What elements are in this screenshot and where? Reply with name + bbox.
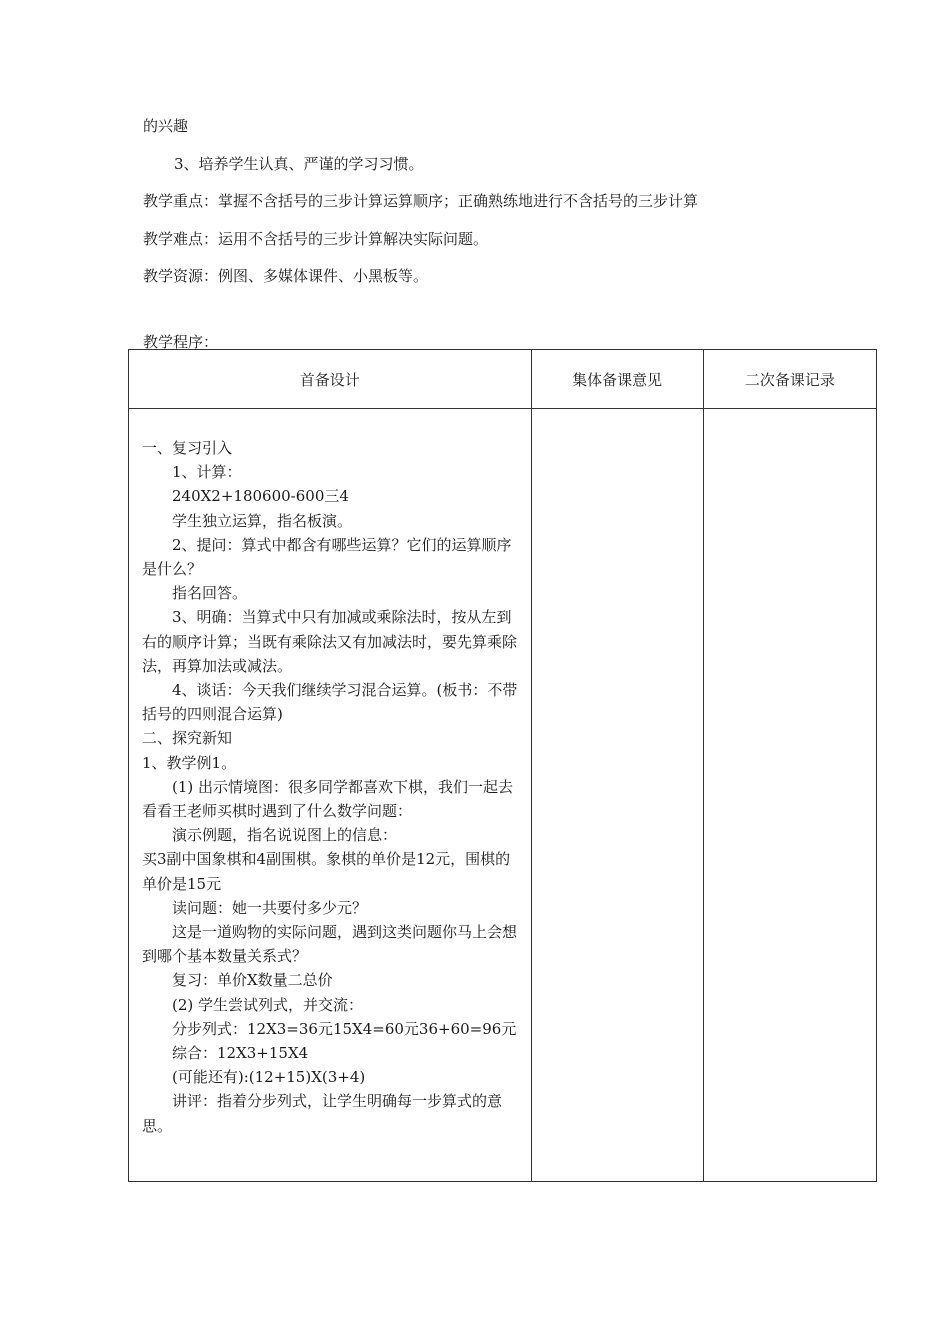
table-body-row	[129, 409, 877, 1182]
first-design-content	[129, 409, 531, 1138]
section-heading: 二、探究新知	[142, 729, 233, 748]
paragraph: 1、计算：	[172, 463, 242, 482]
paragraph: 分步列式：12X3=36元15X4=60元36+60=96元	[172, 1019, 517, 1038]
paragraph: 240X2+180600-600三4	[172, 487, 349, 506]
procedure-label: 教学程序：	[143, 333, 219, 351]
group-opinion-cell	[531, 409, 703, 1182]
paragraph: (1) 出示情境图：很多同学都喜欢下棋，我们一起去看看王老师买棋时遇到了什么数学问题：	[142, 777, 514, 821]
paragraph: (2) 学生尝试列式，并交流：	[172, 995, 364, 1014]
second-record-cell	[703, 409, 876, 1182]
lesson-plan-table	[128, 349, 877, 1182]
header-first-design: 首备设计	[129, 350, 532, 409]
section-heading: 一、复习引入	[142, 439, 233, 457]
key-point-line: 教学重点：掌握不含括号的三步计算运算顺序；正确熟练地进行不含括号的三步计算	[143, 192, 699, 210]
intro-line-2: 3、培养学生认真、严谨的学习习惯。	[174, 155, 424, 173]
paragraph: 复习：单价X数量二总价	[172, 971, 333, 990]
paragraph: 1、教学例1。	[142, 753, 237, 772]
paragraph: 这是一道购物的实际问题，遇到这类问题你马上会想到哪个基本数量关系式？	[142, 923, 518, 966]
difficulty-line: 教学难点：运用不含括号的三步计算解决实际问题。	[143, 230, 489, 248]
paragraph: 讲评：指着分步列式，让学生明确每一步算式的意思。	[142, 1092, 503, 1135]
paragraph: (可能还有):(12+15)X(3+4)	[172, 1068, 366, 1087]
first-design-cell	[129, 409, 532, 1182]
header-group-opinion: 集体备课意见	[531, 350, 703, 409]
paragraph: 综合：12X3+15X4	[172, 1044, 309, 1063]
header-second-record: 二次备课记录	[703, 350, 876, 409]
table-header-row	[129, 350, 877, 409]
paragraph: 买3副中国象棋和4副围棋。象棋的单价是12元，围棋的单价是15元	[142, 850, 511, 893]
resources-line: 教学资源：例图、多媒体课件、小黑板等。	[143, 267, 429, 285]
paragraph: 演示例题，指名说说图上的信息：	[172, 826, 398, 845]
paragraph: 3、明确：当算式中只有加减或乘除法时，按从左到右的顺序计算；当既有乘除法又有加减法时，要先算乘除法，再算加法或减法。	[142, 608, 518, 675]
paragraph: 学生独立运算，指名板演。	[172, 511, 353, 530]
paragraph: 读问题：她一共要付多少元？	[172, 898, 368, 917]
intro-line-1: 的兴趣	[143, 117, 189, 135]
paragraph: 2、提问：算式中都含有哪些运算？它们的运算顺序是什么？	[142, 535, 512, 579]
paragraph: 4、谈话：今天我们继续学习混合运算。(板书：不带括号的四则混合运算)	[142, 681, 518, 724]
paragraph: 指名回答。	[172, 584, 248, 603]
